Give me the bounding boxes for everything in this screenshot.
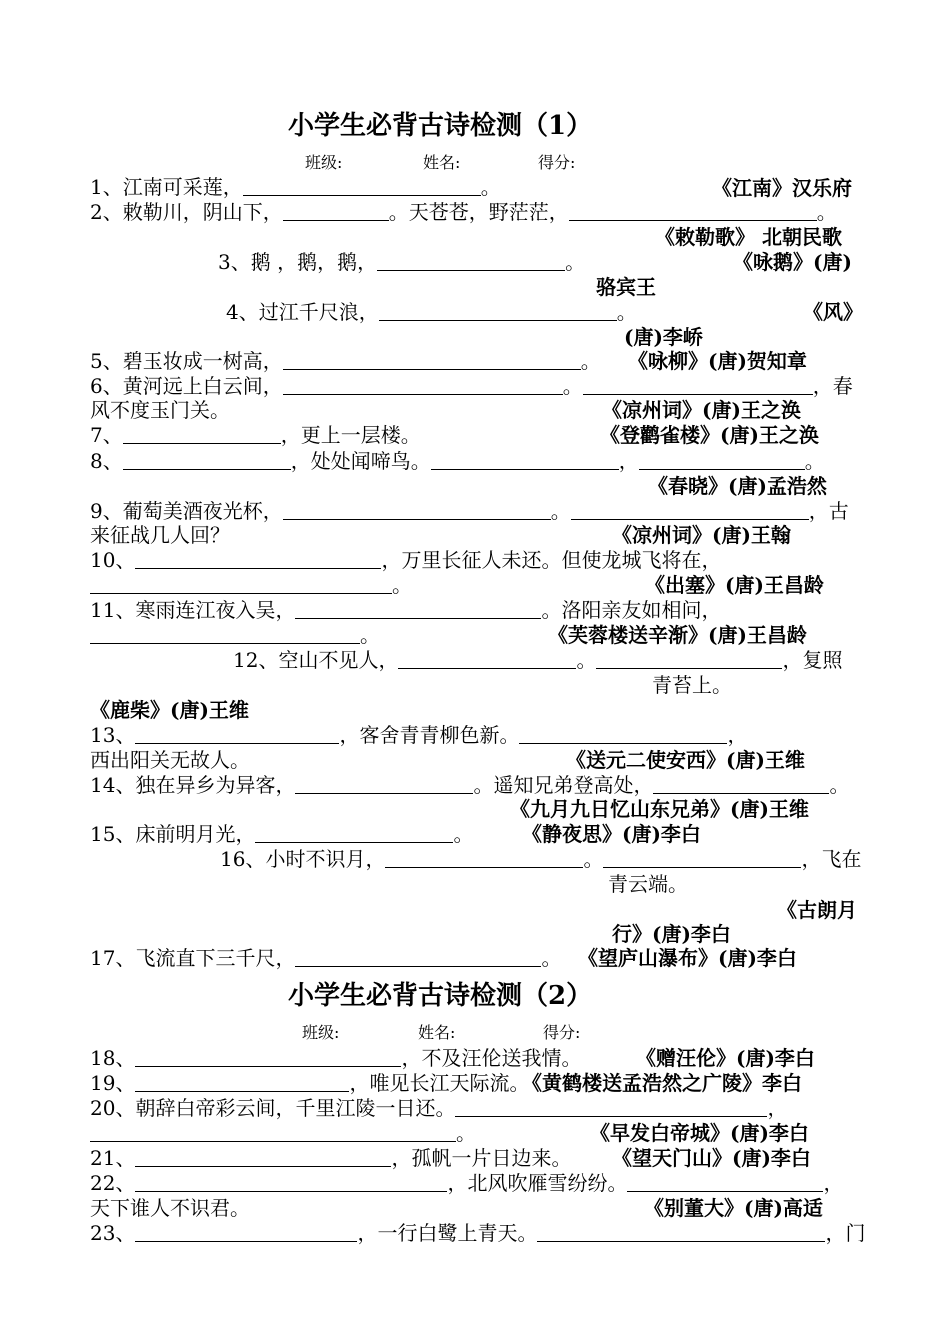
question-21 [90, 1146, 571, 1170]
question-text: ，孤帆一片日边来。 [391, 1146, 572, 1170]
question-text: 青苔上。 [652, 673, 732, 697]
answer-blank[interactable] [243, 175, 481, 196]
section2-title: 小学生必背古诗检测（2） [288, 981, 593, 1011]
poem-source: 《别董大》(唐)高适 [644, 1196, 823, 1220]
answer-blank[interactable] [90, 573, 392, 594]
question-text: 。 [565, 250, 586, 274]
poem-source: 《登鹳雀楼》(唐)王之涣 [600, 423, 819, 447]
question-6 [90, 374, 853, 398]
question-5 [90, 349, 601, 373]
score-label: 得分: [538, 153, 576, 172]
answer-blank[interactable] [123, 423, 281, 444]
name-label: 姓名: [423, 153, 461, 172]
answer-blank[interactable] [295, 773, 473, 794]
answer-blank[interactable] [295, 598, 541, 619]
answer-blank[interactable] [295, 946, 541, 967]
question-text: 。 [583, 847, 604, 871]
answer-blank[interactable] [90, 623, 360, 644]
answer-blank[interactable] [398, 648, 576, 669]
question-7 [90, 423, 421, 447]
question-20-cont [90, 1121, 476, 1145]
question-text: ，复照 [782, 648, 843, 672]
answer-blank[interactable] [135, 1171, 447, 1192]
question-text: 16、小时不识月， [220, 847, 386, 871]
question-22 [90, 1171, 843, 1195]
answer-blank[interactable] [596, 648, 782, 669]
question-text: 。 [829, 773, 850, 797]
question-9 [90, 499, 849, 523]
question-text: 。 [804, 449, 825, 473]
answer-blank[interactable] [627, 1171, 823, 1192]
question-text: 。天苍苍，野茫茫， [388, 200, 569, 224]
question-text: 青云端。 [608, 872, 688, 896]
answer-blank[interactable] [455, 1096, 767, 1117]
answer-blank[interactable] [385, 847, 583, 868]
answer-blank[interactable] [135, 1046, 401, 1067]
poem-source: 行》(唐)李白 [612, 922, 731, 946]
question-text: 15、床前明月光， [90, 822, 256, 846]
poem-source: 《江南》汉乐府 [712, 176, 852, 200]
question-text: 18、 [90, 1046, 136, 1070]
question-text: 。 [456, 1121, 476, 1145]
question-text: 8、 [90, 449, 123, 473]
class-label: 班级: [305, 153, 343, 172]
answer-blank[interactable] [431, 449, 619, 470]
question-text: ，春 [812, 374, 853, 398]
question-14 [90, 773, 849, 797]
answer-blank[interactable] [583, 374, 813, 395]
question-text: 。 [562, 374, 583, 398]
question-text: 22、 [90, 1171, 136, 1195]
answer-blank[interactable] [135, 1071, 349, 1092]
question-11 [90, 598, 721, 622]
question-text: 。 [392, 573, 412, 597]
question-text: ，北风吹雁雪纷纷。 [447, 1171, 628, 1195]
question-text: ，门 [825, 1221, 866, 1245]
question-text: 。 [480, 175, 501, 199]
question-text: 西出阳关无故人。 [90, 748, 250, 772]
question-text: 5、碧玉妆成一树高， [90, 349, 283, 373]
answer-blank[interactable] [90, 1121, 456, 1142]
question-19 [90, 1071, 529, 1095]
poem-source: 《凉州词》(唐)王之涣 [602, 398, 801, 422]
question-text: ，万里长征人未还。但使龙城飞将在， [381, 548, 722, 572]
poem-source: 《赠汪伦》(唐)李白 [636, 1046, 815, 1070]
poem-source: 《望庐山瀑布》(唐)李白 [578, 946, 797, 970]
question-text: 。洛阳亲友如相问， [541, 598, 722, 622]
question-15 [90, 822, 473, 846]
question-text: ，不及汪伦送我情。 [401, 1046, 582, 1070]
question-text: 14、独在异乡为异客， [90, 773, 296, 797]
answer-blank[interactable] [255, 822, 453, 843]
question-16 [220, 847, 861, 871]
answer-blank[interactable] [283, 374, 563, 395]
answer-blank[interactable] [639, 449, 805, 470]
question-10 [90, 548, 721, 572]
question-10-cont [90, 573, 412, 597]
answer-blank[interactable] [571, 499, 809, 520]
answer-blank[interactable] [135, 1146, 391, 1167]
question-text: 。 [576, 648, 597, 672]
class-label: 班级: [302, 1023, 340, 1042]
question-text: 2、敕勒川，阴山下， [90, 200, 283, 224]
question-text: ， [823, 1171, 844, 1195]
poem-source: 《咏鹅》(唐) [733, 250, 852, 274]
question-text: ，古 [808, 499, 849, 523]
question-text: 21、 [90, 1146, 136, 1170]
question-23 [90, 1221, 865, 1245]
question-text: 4、过江千尺浪， [226, 300, 379, 324]
question-text: ，唯见长江天际流。 [349, 1071, 530, 1095]
question-text: 来征战几人回？ [90, 523, 230, 547]
question-11-cont [90, 623, 380, 647]
question-8 [90, 449, 825, 473]
question-text: 17、飞流直下三千尺， [90, 946, 296, 970]
answer-blank[interactable] [603, 847, 801, 868]
question-text: 13、 [90, 723, 136, 747]
question-text: 11、寒雨连江夜入吴， [90, 598, 296, 622]
poem-source: 《凉州词》(唐)王翰 [612, 523, 791, 547]
question-text: 。 [550, 499, 571, 523]
poem-source: (唐)李峤 [624, 325, 703, 349]
answer-blank[interactable] [135, 548, 381, 569]
question-text: 。 [816, 200, 837, 224]
answer-blank[interactable] [653, 773, 829, 794]
question-text: 7、 [90, 423, 123, 447]
poem-source: 《古朗月 [777, 898, 857, 922]
answer-blank[interactable] [283, 200, 389, 221]
question-2 [90, 200, 837, 224]
poem-source: 《敕勒歌》 北朝民歌 [655, 225, 842, 249]
question-4 [226, 300, 637, 324]
poem-source: 《九月九日忆山东兄弟》(唐)王维 [510, 797, 809, 821]
question-text: 。 [541, 946, 562, 970]
answer-blank[interactable] [123, 449, 291, 470]
answer-blank[interactable] [283, 349, 581, 370]
question-20 [90, 1096, 787, 1120]
question-text: 。 [580, 349, 601, 373]
question-text: ， [767, 1096, 788, 1120]
question-text: 10、 [90, 548, 136, 572]
question-text: 9、葡萄美酒夜光杯， [90, 499, 283, 523]
poem-source: 骆宾王 [596, 275, 656, 299]
answer-blank[interactable] [537, 1221, 825, 1242]
question-text: 20、朝辞白帝彩云间，千里江陵一日还。 [90, 1096, 456, 1120]
score-label: 得分: [543, 1023, 581, 1042]
answer-blank[interactable] [135, 723, 339, 744]
question-18 [90, 1046, 581, 1070]
answer-blank[interactable] [377, 250, 565, 271]
question-text: 风不度玉门关。 [90, 398, 230, 422]
question-text: 12、空山不见人， [233, 648, 399, 672]
answer-blank[interactable] [283, 499, 551, 520]
question-text: ，处处闻啼鸟。 [290, 449, 431, 473]
poem-source: 《望天门山》(唐)李白 [612, 1146, 811, 1170]
poem-source: 《咏柳》(唐)贺知章 [628, 349, 807, 373]
name-label: 姓名: [418, 1023, 456, 1042]
question-text: 6、黄河远上白云间， [90, 374, 283, 398]
poem-source: 《出塞》(唐)王昌龄 [645, 573, 824, 597]
question-3 [218, 250, 585, 274]
question-text: ， [727, 723, 748, 747]
question-12 [233, 648, 842, 672]
poem-source: 《芙蓉楼送辛渐》(唐)王昌龄 [548, 623, 807, 647]
poem-source: 《早发白帝城》(唐)李白 [590, 1121, 809, 1145]
question-1 [90, 175, 501, 199]
question-text: 。遥知兄弟登高处， [473, 773, 654, 797]
answer-blank[interactable] [135, 1221, 357, 1242]
answer-blank[interactable] [379, 300, 617, 321]
question-13 [90, 723, 747, 747]
answer-blank[interactable] [519, 723, 727, 744]
poem-source: 《鹿柴》(唐)王维 [90, 698, 249, 722]
question-text: ，更上一层楼。 [280, 423, 421, 447]
question-text: 23、 [90, 1221, 136, 1245]
poem-source: 《送元二使安西》(唐)王维 [566, 748, 805, 772]
section1-title: 小学生必背古诗检测（1） [288, 111, 593, 141]
question-text: ，一行白鹭上青天。 [357, 1221, 538, 1245]
question-text: 天下谁人不识君。 [90, 1196, 250, 1220]
poem-source: 《春晓》(唐)孟浩然 [648, 474, 827, 498]
question-17 [90, 946, 561, 970]
answer-blank[interactable] [569, 200, 817, 221]
question-text: 。 [453, 822, 474, 846]
question-text: ，飞在 [801, 847, 862, 871]
poem-source: 《风》 [803, 300, 863, 324]
question-text: ，客舍青青柳色新。 [339, 723, 520, 747]
question-text: 。 [616, 300, 637, 324]
question-text: 1、江南可采莲， [90, 175, 243, 199]
question-text: ， [618, 449, 639, 473]
question-text: 。 [360, 623, 380, 647]
poem-source: 《黄鹤楼送孟浩然之广陵》李白 [522, 1071, 802, 1095]
poem-source: 《静夜思》(唐)李白 [522, 822, 701, 846]
question-text: 19、 [90, 1071, 136, 1095]
question-text: 3、鹅 ，鹅，鹅， [218, 250, 378, 274]
